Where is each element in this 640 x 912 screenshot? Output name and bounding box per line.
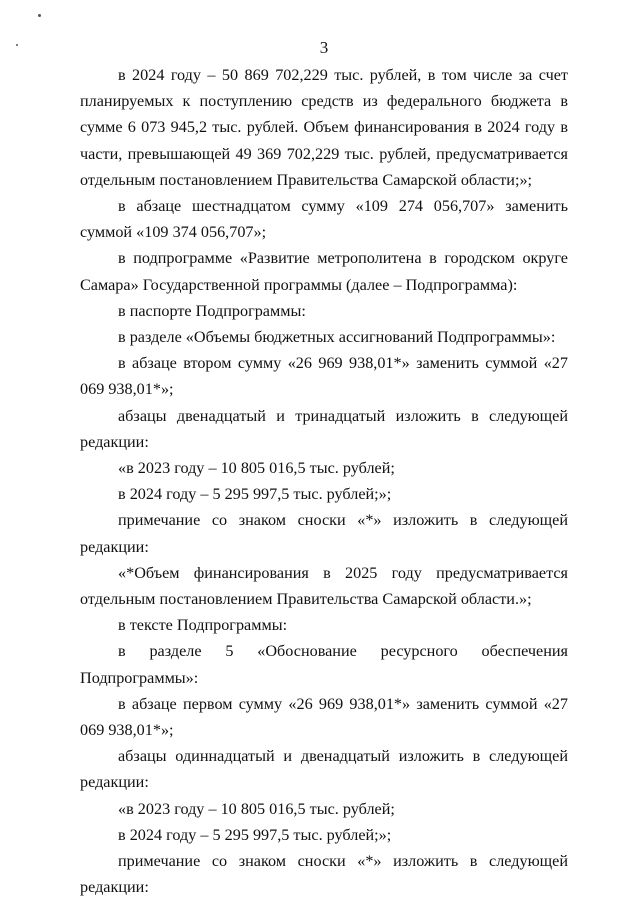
- paragraph: абзацы одиннадцатый и двенадцатый изложить в следующей редакции:: [80, 747, 568, 792]
- paragraph: «*Объем финансирования в 2025 году предусматривается отдельным постановлением Правительства Самарской области.»;: [80, 563, 568, 609]
- paragraph: в абзаце втором сумму «26 969 938,01*» заменить суммой «27 069 938,01*»;: [80, 354, 568, 399]
- paragraph: «в 2023 году – 10 805 016,5 тыс. рублей;: [118, 459, 395, 478]
- paragraph: в абзаце первом сумму «26 969 938,01*» заменить суммой «27 069 938,01*»;: [80, 694, 568, 740]
- page-number: 3: [319, 38, 329, 57]
- paragraph: примечание со знаком сноски «*» изложить в следующей редакции:: [80, 852, 568, 897]
- paragraph: в 2024 году – 50 869 702,229 тыс. рублей, в том числе за счет планируемых к поступлению средств из федерального бюджета в сумме 6 073 945,2 тыс. рублей. Объем финансирования в 2024 году в части, превышающей 49 369 702,229 тыс. рублей, предусматривается отдельным постановлением Правительства Самарской области;»;: [80, 66, 568, 189]
- document-body: [80, 62, 568, 901]
- paragraph: в тексте Подпрограммы:: [118, 616, 288, 635]
- scan-speck: [38, 14, 41, 17]
- paragraph: в разделе «Объемы бюджетных ассигнований Подпрограммы»:: [118, 328, 556, 347]
- paragraph: «в 2023 году – 10 805 016,5 тыс. рублей;: [118, 799, 395, 818]
- paragraph: в подпрограмме «Развитие метрополитена в городском округе Самара» Государственной программы (далее – Подпрограмма):: [80, 249, 568, 294]
- paragraph: в разделе 5 «Обоснование ресурсного обеспечения Подпрограммы»:: [80, 642, 568, 687]
- paragraph: в абзаце шестнадцатом сумму «109 274 056,707» заменить суммой «109 374 056,707»;: [80, 197, 568, 242]
- paragraph: примечание со знаком сноски «*» изложить в следующей редакции:: [80, 511, 568, 556]
- paragraph: абзацы двенадцатый и тринадцатый изложить в следующей редакции:: [80, 406, 568, 451]
- paragraph: в 2024 году – 5 295 997,5 тыс. рублей;»;: [118, 825, 392, 844]
- paragraph: в 2024 году – 5 295 997,5 тыс. рублей;»;: [118, 485, 392, 504]
- paragraph: в паспорте Подпрограммы:: [118, 301, 306, 320]
